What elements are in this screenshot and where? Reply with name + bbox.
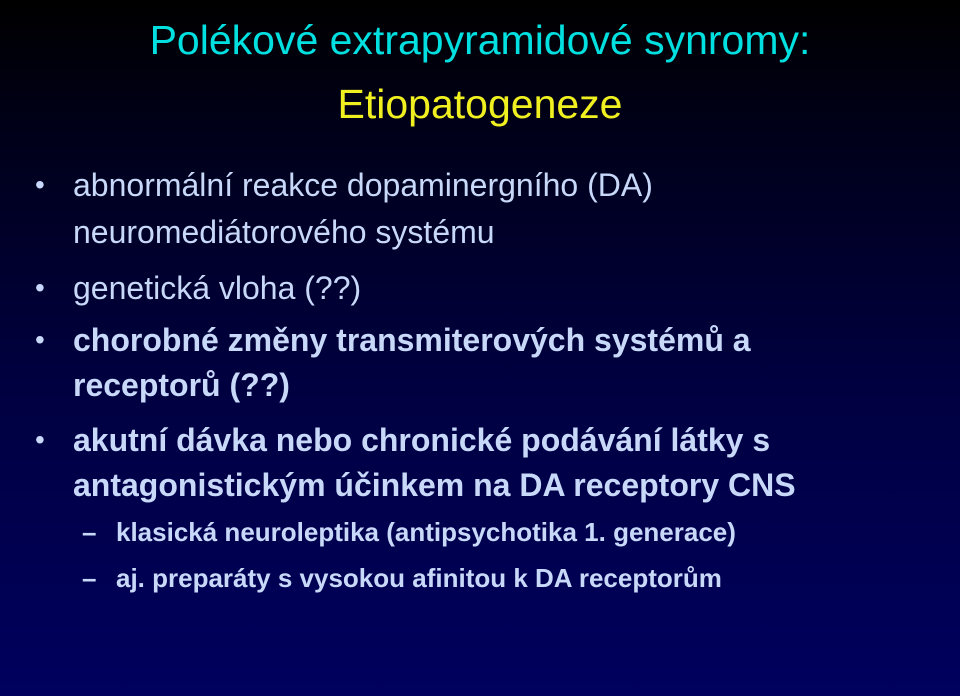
sub-bullet-marker: – <box>82 517 97 547</box>
bullet-3-line-2: receptorů (??) <box>73 367 290 403</box>
sub-bullet-2-text: aj. preparáty s vysokou afinitou k DA receptorům <box>116 563 722 593</box>
bullet-marker: • <box>35 169 45 200</box>
bullet-1-line-1: abnormální reakce dopaminergního (DA) <box>73 167 653 203</box>
bullet-marker: • <box>35 424 45 455</box>
bullet-4-line-2: antagonistickým účinkem na DA receptory CNS <box>73 467 796 503</box>
bullet-2-line-1: genetická vloha (??) <box>73 270 362 306</box>
slide-subtitle: Etiopatogeneze <box>337 81 623 127</box>
bullet-4-line-1: akutní dávka nebo chronické podávání látky s <box>73 422 771 458</box>
slide-title: Polékové extrapyramidové synromy: <box>149 17 811 63</box>
sub-bullet-1-text: klasická neuroleptika (antipsychotika 1. generace) <box>116 517 736 547</box>
bullet-marker: • <box>35 324 45 355</box>
sub-bullet-marker: – <box>82 563 97 593</box>
bullet-1-line-2: neuromediátorového systému <box>73 214 495 250</box>
bullet-3-line-1: chorobné změny transmiterových systémů a <box>73 322 751 358</box>
bullet-marker: • <box>35 272 45 303</box>
